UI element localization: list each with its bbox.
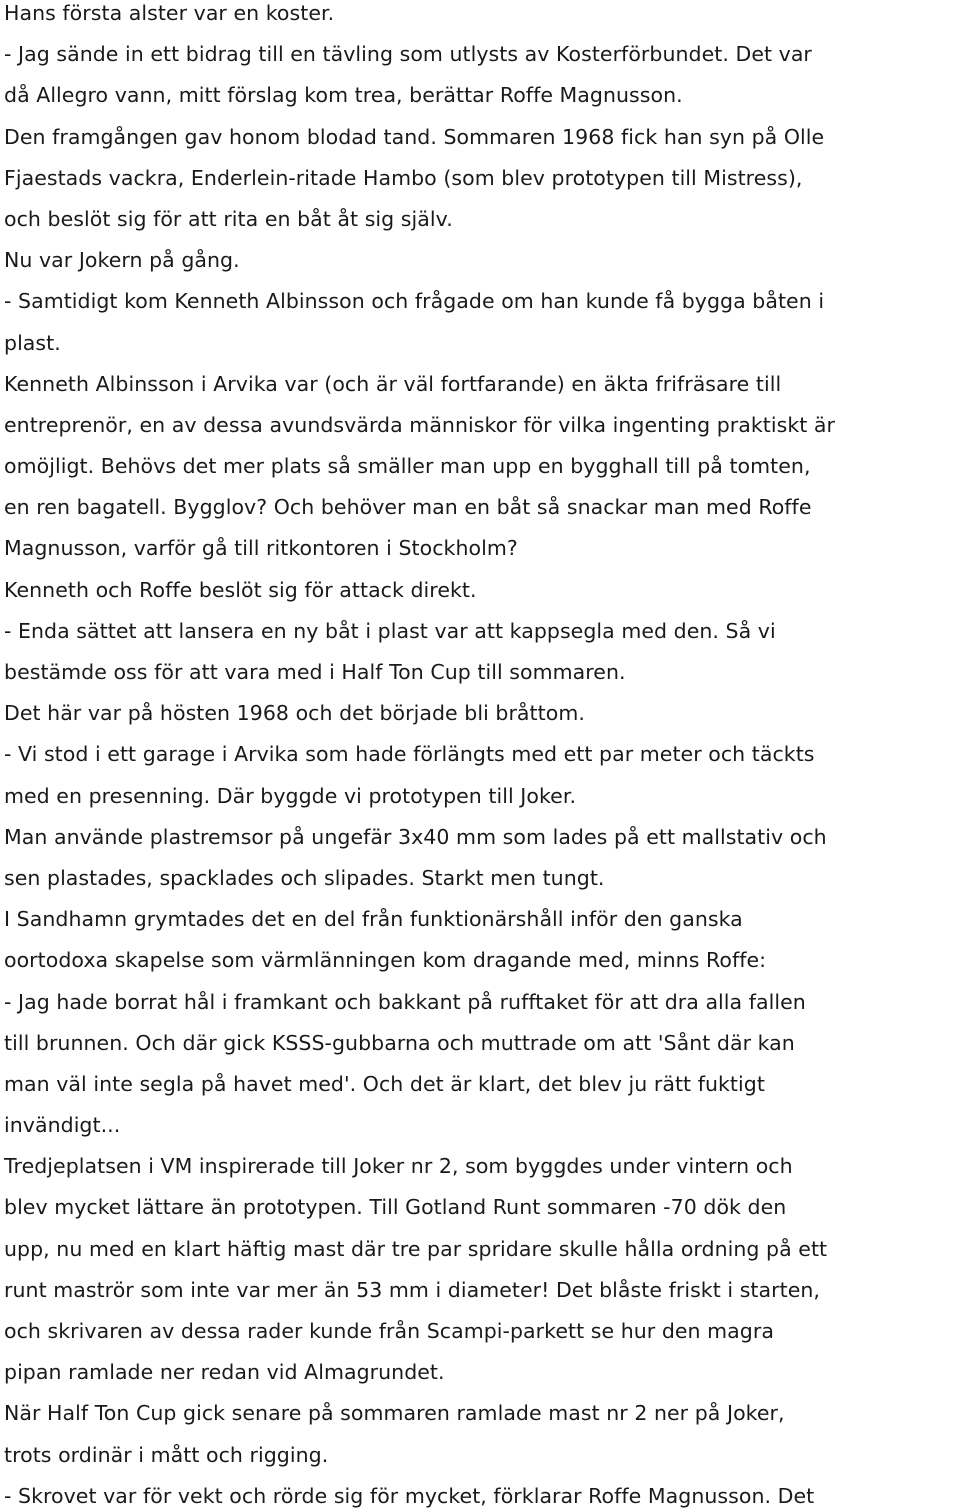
text-line: blev mycket lättare än prototypen. Till Gotland Runt sommaren -70 dök den	[4, 1195, 787, 1220]
text-line: med en presenning. Där byggde vi prototypen till Joker.	[4, 783, 577, 808]
text-line: - Vi stod i ett garage i Arvika som hade förlängts med ett par meter och täckts	[4, 742, 815, 767]
text-line: upp, nu med en klart häftig mast där tre par spridare skulle hålla ordning på ett	[4, 1236, 828, 1261]
text-line: pipan ramlade ner redan vid Almagrundet.	[4, 1360, 445, 1385]
text-line: då Allegro vann, mitt förslag kom trea, berättar Roffe Magnusson.	[4, 83, 683, 108]
text-line: omöjligt. Behövs det mer plats så smäller man upp en bygghall till på tomten,	[4, 454, 811, 479]
text-line: och skrivaren av dessa rader kunde från Scampi-parkett se hur den magra	[4, 1319, 774, 1343]
text-line: oortodoxa skapelse som värmlänningen kom dragande med, minns Roffe:	[4, 948, 767, 973]
text-line: - Jag hade borrat hål i framkant och bakkant på rufftaket för att dra alla fallen	[4, 989, 806, 1014]
text-line: När Half Ton Cup gick senare på sommaren ramlade mast nr 2 ner på Joker,	[4, 1401, 785, 1426]
text-line: Man använde plastremsor på ungefär 3x40 mm som lades på ett mallstativ och	[4, 824, 827, 849]
text-line: bestämde oss för att vara med i Half Ton Cup till sommaren.	[4, 660, 626, 684]
text-line: till brunnen. Och där gick KSSS-gubbarna och muttrade om att 'Sånt där kan	[4, 1030, 795, 1055]
text-line: - Skrovet var för vekt och rörde sig för mycket, förklarar Roffe Magnusson. Det	[4, 1483, 815, 1508]
text-line: plast.	[4, 330, 61, 355]
text-line: Tredjeplatsen i VM inspirerade till Joker nr 2, som byggdes under vintern och	[4, 1154, 793, 1179]
text-line: trots ordinär i mått och rigging.	[4, 1442, 329, 1467]
text-line: Nu var Jokern på gång.	[4, 248, 240, 273]
text-line: en ren bagatell. Bygglov? Och behöver man en båt så snackar man med Roffe	[4, 495, 812, 520]
text-line: Fjaestads vackra, Enderlein-ritade Hambo (som blev prototypen till Mistress),	[4, 165, 803, 190]
text-line: och beslöt sig för att rita en båt åt sig själv.	[4, 206, 453, 231]
text-line: man väl inte segla på havet med'. Och det är klart, det blev ju rätt fuktigt	[4, 1071, 765, 1096]
text-line: Kenneth Albinsson i Arvika var (och är väl fortfarande) en äkta frifräsare till	[4, 371, 782, 396]
text-line: I Sandhamn grymtades det en del från funktionärshåll inför den ganska	[4, 907, 743, 932]
text-line: sen plastades, spacklades och slipades. Starkt men tungt.	[4, 865, 605, 890]
text-line: Kenneth och Roffe beslöt sig för attack direkt.	[4, 577, 477, 602]
text-line: - Jag sände in ett bidrag till en tävling som utlysts av Kosterförbundet. Det var	[4, 42, 812, 67]
text-line: - Samtidigt kom Kenneth Albinsson och frågade om han kunde få bygga båten i	[4, 289, 825, 314]
text-line: - Enda sättet att lansera en ny båt i plast var att kappsegla med den. Så vi	[4, 618, 776, 643]
text-line: Den framgången gav honom blodad tand. Sommaren 1968 fick han syn på Olle	[4, 124, 825, 149]
text-line: Hans första alster var en koster.	[4, 1, 335, 25]
text-line: entreprenör, en av dessa avundsvärda människor för vilka ingenting praktiskt är	[4, 412, 836, 437]
text-line: runt maströr som inte var mer än 53 mm i diameter! Det blåste friskt i starten,	[4, 1277, 820, 1302]
text-line: Magnusson, varför gå till ritkontoren i Stockholm?	[4, 536, 518, 561]
text-line: invändigt...	[4, 1113, 121, 1138]
document-body	[4, 0, 835, 1510]
text-line: Det här var på hösten 1968 och det började bli bråttom.	[4, 701, 585, 726]
